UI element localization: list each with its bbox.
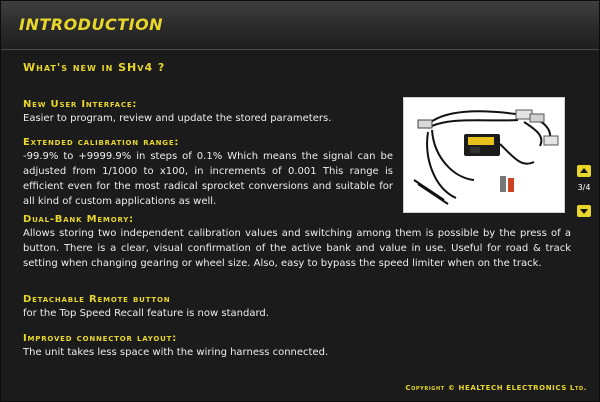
section-heading-dual-bank: Dual-Bank Memory: xyxy=(23,214,134,225)
page-navigator xyxy=(573,165,595,217)
section-heading-calibration: Extended calibration range: xyxy=(23,137,180,148)
section-text-remote-button: for the Top Speed Recall feature is now standard. xyxy=(23,308,269,319)
product-image xyxy=(403,97,565,213)
section-text-connector: The unit takes less space with the wiring harness connected. xyxy=(23,347,329,358)
previous-page-button[interactable] xyxy=(577,165,591,177)
section-text-calibration: -99.9% to +9999.9% in steps of 0.1% Which means the signal can be adjusted from 1/1000 to x100, in increments of 0.001 This range is efficient even for the most radical sprocket conversions and suitable for all kind of custom applications as well. xyxy=(23,151,393,207)
page-title: INTRODUCTION xyxy=(19,15,164,34)
page-indicator: 3/4 xyxy=(577,183,591,192)
header-bar xyxy=(1,1,600,50)
section-text-dual-bank: Allows storing two independent calibration values and switching among them is possible by the press of a button. There is a clear, visual confirmation of the active bank and value in use. Useful for road & track setting when changing gearing or wheel size. Also, easy to bypass the speed limiter when on the track. xyxy=(23,228,571,269)
subtitle: What's new in SHv4 ? xyxy=(23,61,166,74)
section-heading-user-interface: New User Interface: xyxy=(23,99,138,110)
section-heading-connector: Improved connector layout: xyxy=(23,333,178,344)
next-page-button[interactable] xyxy=(577,205,591,217)
product-image-illustration xyxy=(404,98,564,212)
copyright-notice: Copyright © HEALTECH ELECTRONICS Ltd. xyxy=(405,384,587,392)
section-heading-remote-button: Detachable Remote button xyxy=(23,294,171,305)
section-text-user-interface: Easier to program, review and update the stored parameters. xyxy=(23,113,332,124)
